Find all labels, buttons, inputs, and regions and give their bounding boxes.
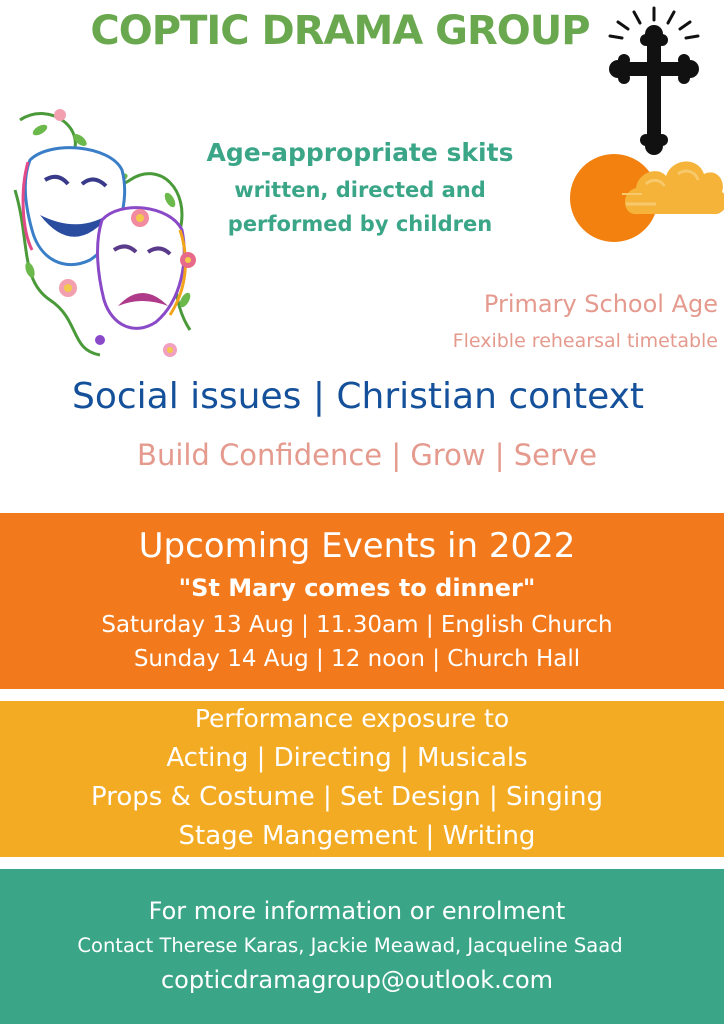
tagline-line-1: Age-appropriate skits bbox=[206, 138, 514, 167]
contact-heading: For more information or enrolment bbox=[148, 897, 566, 925]
event-item: Sunday 14 Aug | 12 noon | Church Hall bbox=[133, 646, 581, 672]
exposure-line: Stage Mangement | Writing bbox=[178, 821, 536, 851]
timetable-note: Flexible rehearsal timetable bbox=[452, 330, 718, 352]
themes-line: Social issues | Christian context bbox=[71, 376, 645, 417]
sun-cloud-icon bbox=[566, 124, 724, 252]
tagline-line-3: performed by children bbox=[227, 212, 493, 236]
exposure-line: Acting | Directing | Musicals bbox=[166, 743, 528, 773]
exposure-heading: Performance exposure to bbox=[194, 704, 510, 733]
events-heading: Upcoming Events in 2022 bbox=[138, 526, 576, 566]
contact-names: Contact Therese Karas, Jackie Meawad, Jacqueline Saad bbox=[77, 934, 623, 957]
tagline-line-2: written, directed and bbox=[234, 178, 486, 202]
values-line: Build Confidence | Grow | Serve bbox=[137, 438, 597, 472]
exposure-line: Props & Costume | Set Design | Singing bbox=[91, 782, 603, 812]
event-item: Saturday 13 Aug | 11.30am | English Church bbox=[101, 612, 613, 638]
page-title: COPTIC DRAMA GROUP bbox=[90, 8, 590, 54]
age-group: Primary School Age bbox=[483, 290, 718, 318]
show-title: "St Mary comes to dinner" bbox=[178, 574, 536, 602]
contact-email[interactable]: copticdramagroup@outlook.com bbox=[160, 966, 554, 994]
